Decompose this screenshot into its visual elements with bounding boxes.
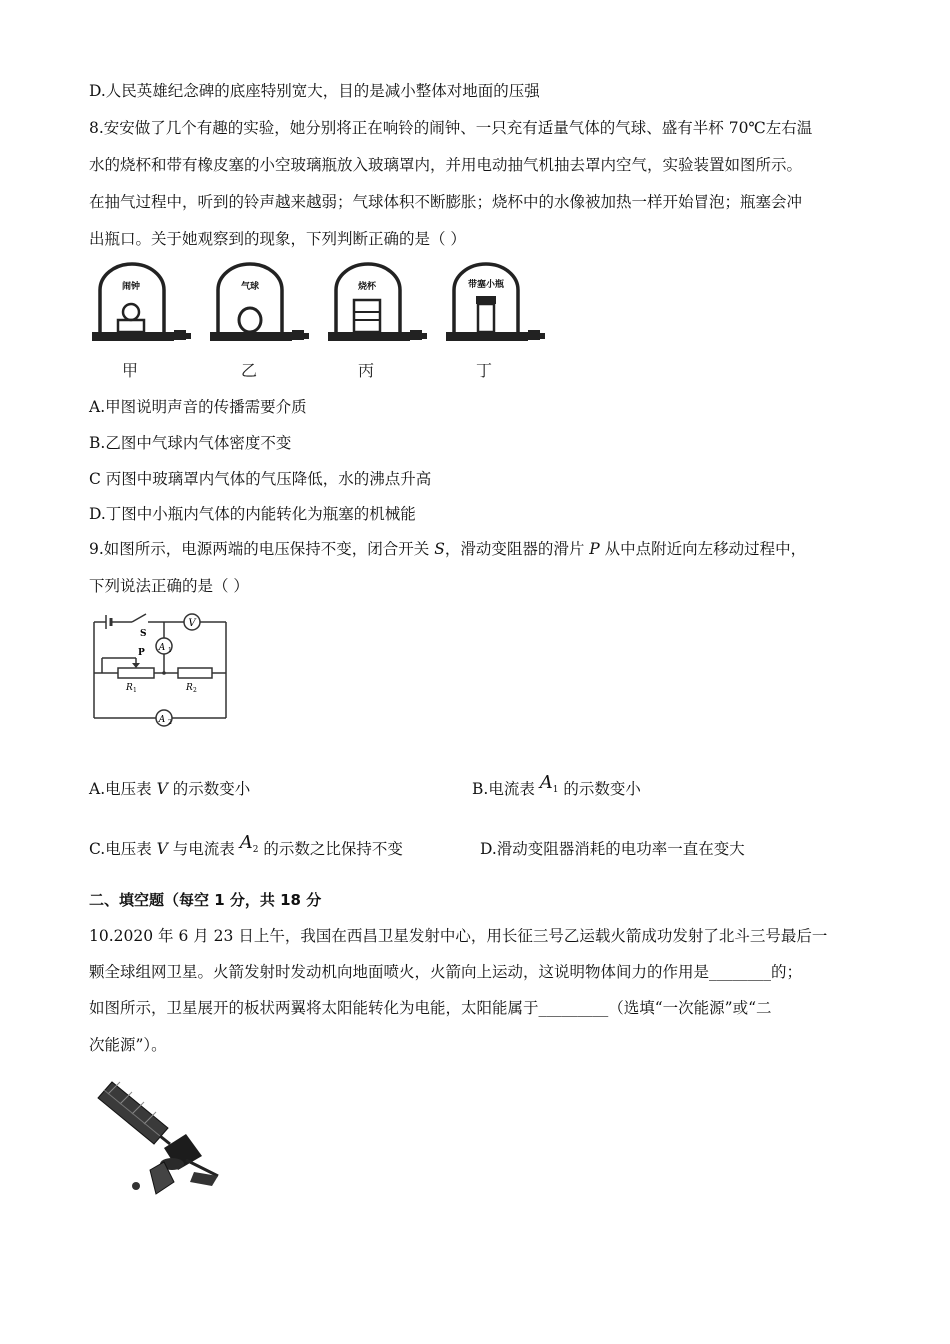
- switch-s-label: S: [140, 629, 147, 639]
- jar-beaker: [328, 264, 427, 341]
- q9-option-a-text: A.电压表: [89, 780, 157, 798]
- ammeter1-sub: 1: [168, 647, 172, 654]
- ammeter2-symbol: A: [158, 715, 166, 725]
- jar-balloon: [210, 264, 309, 341]
- jar-alarm-clock: [92, 264, 191, 341]
- r2-sub: 2: [193, 687, 197, 694]
- satellite-image: [90, 1072, 225, 1207]
- q9-option-d: D.滑动变阻器消耗的电功率一直在变大: [480, 840, 745, 858]
- slider-p-label: P: [138, 648, 145, 658]
- q8-option-c: C 丙图中玻璃罩内气体的气压降低，水的沸点升高: [89, 470, 432, 488]
- q8-stem-line4: 出瓶口。关于她观察到的现象，下列判断正确的是（ ）: [89, 230, 466, 248]
- q9-stem-text-b: ，滑动变阻器的滑片: [444, 540, 590, 558]
- q9-switch-symbol: S: [434, 540, 445, 558]
- bell-jars-drawing: [88, 262, 548, 352]
- bell-jar-figure: [88, 262, 548, 387]
- q7-option-d: D.人民英雄纪念碑的底座特别宽大，目的是减小整体对地面的压强: [89, 82, 540, 100]
- q9-option-c-ammeter-sub: 2: [252, 845, 259, 855]
- q9-stem-text-a: 9.如图所示，电源两端的电压保持不变，闭合开关: [89, 540, 435, 558]
- q9-option-b-ammeter-sub: 1: [552, 785, 559, 795]
- q9-option-c-ammeter-symbol: A: [239, 832, 253, 853]
- caption-ding: 丁: [476, 361, 493, 380]
- q9-stem-text-c: 从中点附近向左移动过程中，: [599, 540, 807, 558]
- q9-option-b-text: B.电流表: [472, 780, 540, 798]
- q9-option-b: [472, 772, 641, 802]
- jar-label-4: 带塞小瓶: [467, 280, 505, 290]
- r1-symbol: R: [126, 683, 133, 693]
- q8-stem-line3: 在抽气过程中，听到的铃声越来越弱；气球体积不断膨胀；烧杯中的水像被加热一样开始冒泡；瓶塞会冲: [89, 193, 803, 211]
- q9-option-c: [89, 832, 403, 862]
- voltmeter-symbol: V: [188, 618, 196, 629]
- r2-symbol: R: [186, 683, 193, 693]
- circuit-diagram: [88, 608, 233, 728]
- caption-jia: 甲: [122, 361, 139, 380]
- q9-slider-symbol: P: [589, 540, 600, 558]
- q10-line2: 颗全球组网卫星。火箭发射时发动机向地面喷火，火箭向上运动，这说明物体间力的作用是________的；: [89, 963, 803, 981]
- caption-bing: 丙: [358, 361, 375, 380]
- q9-option-a-text-b: 的示数变小: [167, 780, 251, 798]
- q8-stem-line1: 8.安安做了几个有趣的实验，她分别将正在响铃的闹钟、一只充有适量气体的气球、盛有半杯 70℃左右温: [89, 119, 813, 137]
- q9-stem-line1: [89, 539, 806, 559]
- jar-label-2: 气球: [240, 282, 260, 292]
- section-2-title: 二、填空题（每空 1 分，共 18 分: [89, 891, 322, 909]
- satellite-drawing: [90, 1072, 225, 1207]
- q8-option-d: D.丁图中小瓶内气体的内能转化为瓶塞的机械能: [89, 505, 416, 523]
- q10-line4: 次能源”）。: [89, 1036, 167, 1054]
- q9-stem-line2: 下列说法正确的是（ ）: [89, 577, 249, 595]
- q9-option-c-text-b: 与电流表: [167, 840, 240, 858]
- q8-stem-line2: 水的烧杯和带有橡皮塞的小空玻璃瓶放入玻璃罩内，并用电动抽气机抽去罩内空气，实验装置如图所示。: [89, 156, 803, 174]
- circuit-drawing: [88, 608, 233, 728]
- jar-label-3: 烧杯: [357, 282, 377, 292]
- q9-option-c-v: V: [156, 840, 168, 858]
- jar-label-1: 闹钟: [121, 282, 141, 292]
- r1-sub: 1: [133, 687, 137, 694]
- ammeter2-sub: 2: [168, 719, 172, 726]
- ammeter1-symbol: A: [158, 643, 166, 653]
- q8-option-a: A.甲图说明声音的传播需要介质: [89, 398, 307, 416]
- q9-option-a: [89, 779, 250, 799]
- q9-option-a-v: V: [156, 780, 168, 798]
- jar-stoppered-bottle: [446, 264, 545, 341]
- q10-line3: 如图所示，卫星展开的板状两翼将太阳能转化为电能，太阳能属于_________（选填“一次能源”或“二: [89, 999, 772, 1017]
- q9-option-c-text-c: 的示数之比保持不变: [258, 840, 403, 858]
- q8-option-b: B.乙图中气球内气体密度不变: [89, 434, 292, 452]
- q10-line1: 10.2020 年 6 月 23 日上午，我国在西昌卫星发射中心，用长征三号乙运载火箭成功发射了北斗三号最后一: [89, 927, 828, 945]
- q9-option-b-text-b: 的示数变小: [558, 780, 641, 798]
- q9-option-b-ammeter-symbol: A: [539, 772, 553, 793]
- q9-option-c-text: C.电压表: [89, 840, 157, 858]
- caption-yi: 乙: [241, 361, 258, 380]
